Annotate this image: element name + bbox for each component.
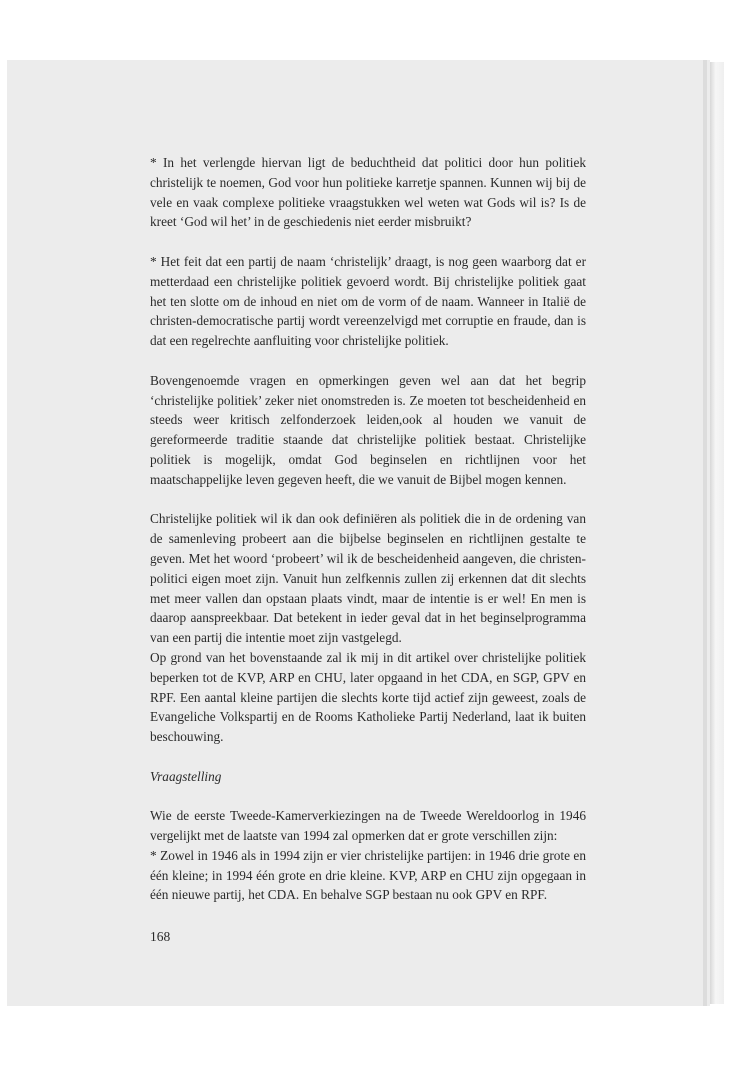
paragraph-1: * In het verlengde hiervan ligt de beduchtheid dat politici door hun politiek christelijk te noemen, God voor hun politieke karretje spannen. Kunnen wij bij de vele en vaak complexe politieke vraagstukken wel weten wat Gods wil is? Is de kreet ‘God wil het’ in de geschiedenis niet eerder misbruikt? (150, 155, 586, 230)
paragraph-5: Op grond van het bovenstaande zal ik mij in dit artikel over christelijke politiek beperken tot de KVP, ARP en CHU, later opgaand in het CDA, en SGP, GPV en RPF. Een aantal kleine partijen die slechts korte tijd actief zijn geweest, zoals de Evangeliche Volkspartij en de Rooms Katholieke Partij Nederland, laat ik buiten beschouwing. (150, 649, 586, 745)
paragraph-4: Christelijke politiek wil ik dan ook definiëren als politiek die in de ordening van de samenleving probeert aan die bijbelse beginselen en richtlijnen gestalte te geven. Met het woord ‘probeert’ wil ik de bescheidenheid aangeven, die christen-politici eigen moet zijn. Vanuit hun zelfkennis zullen zij erkennen dat dit slechts met meer vallen dan opstaan plaats vindt, maar de intentie is er wel! En men is daarop aanspreekbaar. Dat betekent in ieder geval dat in het beginselprogramma van een partij die intentie moet zijn vastgelegd. (150, 511, 586, 646)
page-edge (710, 62, 724, 1004)
page-text-block (150, 153, 586, 905)
paragraph-3: Bovengenoemde vragen en opmerkingen geven wel aan dat het begrip ‘christelijke politiek’ zeker niet onomstreden is. Ze moeten tot bescheidenheid en steeds weer kritisch zelfonderzoek leiden,ook al houden we vanuit de gereformeerde traditie staande dat christelijke politiek bestaat. Christelijke politiek is mogelijk, omdat God beginselen en richtlijnen voor het maatschappelijke leven gegeven heeft, die we vanuit de Bijbel mogen kennen. (150, 372, 586, 487)
section-heading: Vraagstelling (150, 768, 222, 784)
paragraph-7: * Zowel in 1946 als in 1994 zijn er vier christelijke partijen: in 1946 drie grote en één kleine; in 1994 één grote en drie kleine. KVP, ARP en CHU zijn opgegaan in één nieuwe partij, het CDA. En behalve SGP bestaan nu ook GPV en RPF. (150, 847, 586, 903)
page-gutter (703, 60, 707, 1006)
page-number: 168 (150, 929, 171, 944)
paragraph-6: Wie de eerste Tweede-Kamerverkiezingen na de Tweede Wereldoorlog in 1946 vergelijkt met de laatste van 1994 zal opmerken dat er grote verschillen zijn: (150, 808, 586, 844)
paragraph-2: * Het feit dat een partij de naam ‘christelijk’ draagt, is nog geen waarborg dat er metterdaad een christelijke politiek gevoerd wordt. Bij christelijke politiek gaat het ten slotte om de inhoud en niet om de vorm of de naam. Wanneer in Italië de christen-democratische partij wordt vereenzelvigd met corruptie en fraude, dan is dat een regelrechte aanfluiting voor christelijke politiek. (150, 253, 586, 349)
